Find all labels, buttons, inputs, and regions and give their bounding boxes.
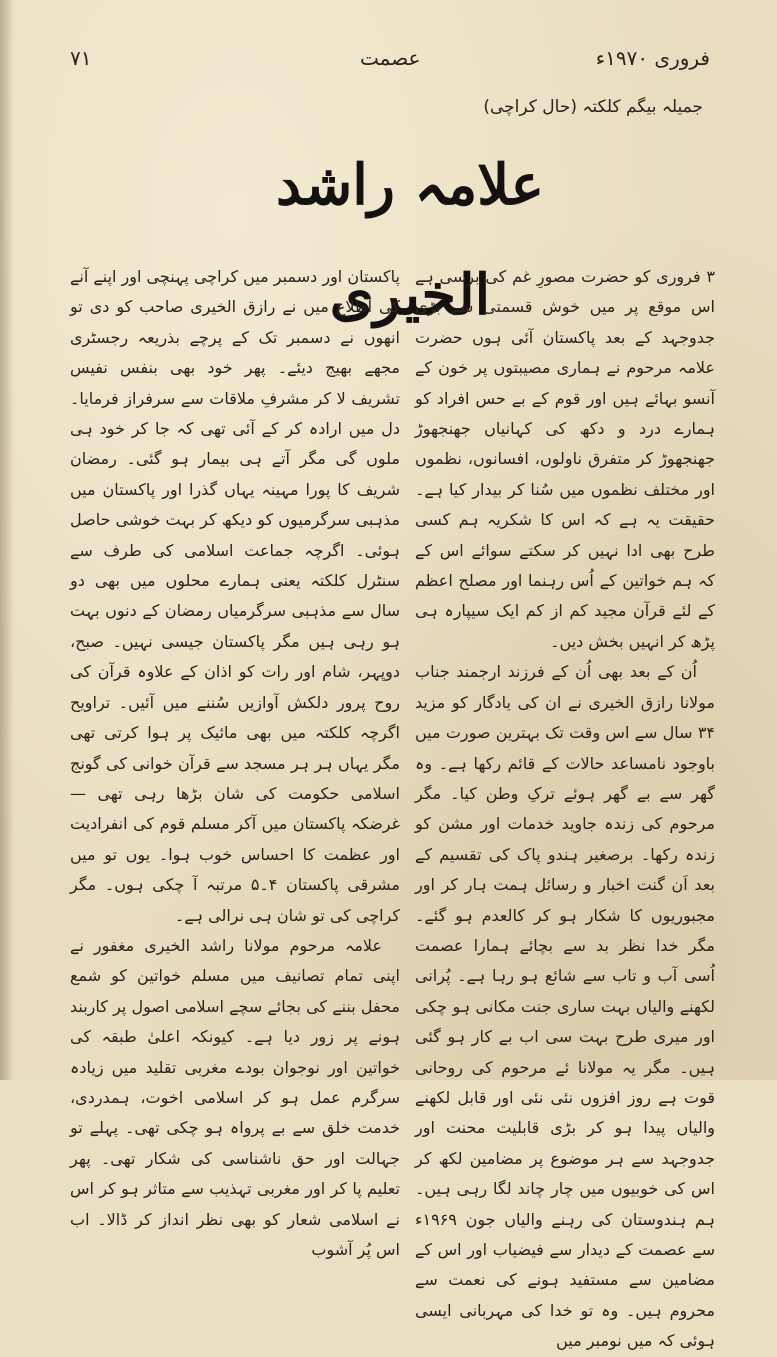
paragraph: اُن کے بعد بھی اُن کے فرزند ارجمند جناب مولانا رازق الخیری نے ان کی یادگار کو مزید ۳۴ سال سے اس وقت تک بہترین صورت میں باوجود نامساعد حالات کے قائم رکھا ہے۔ وہ گھر سے بے گھر ہوئے ترکِ وطن کیا۔ مگر مرحوم کی زندہ جاوید خدمات اور مشن کو زندہ رکھا۔ برصغیر ہندو پاک کی تقسیم کے بعد اَن گنت اخبار و رسائل ہمت ہار کر اور مجبوریوں کا شکار ہو کر کالعدم ہو گئے۔ مگر خدا نظر بد سے بچائے ہمارا عصمت اُسی آب و تاب سے شائع ہو رہا ہے۔ پُرانی لکھنے والیاں بہت ساری جنت مکانی ہو چکی اور میری طرح بہت سی اب بے کار ہو گئی ہیں۔ مگر یہ مولانا ئے مرحوم کی روحانی قوت ہے روز افزوں نئی نئی اور قابل لکھنے والیاں پیدا ہو کر بڑی قابلیت محنت اور جدوجہد سے ہر موضوع پر مضامین لکھ کر اس کی خوبیوں میں چار چاند لگا رہی ہیں۔ ہم ہندوستان کی رہنے والیاں جون ۱۹۶۹ء سے عصمت کے دیدار سے فیضیاب اور اس کے مضامین سے مستفید ہونے کی نعمت سے محروم ہیں۔ وہ تو خدا کی مہربانی ایسی ہوئی کہ میں نومبر میں	[415, 662, 715, 1351]
article-title: علامہ راشد الخیری	[275, 152, 545, 328]
paragraph: پاکستان اور دسمبر میں کراچی پہنچی اور اپنے آنے کی اطلاع میں نے رازق الخیری صاحب کو دی تو انھوں نے دسمبر تک کے پرچے بذریعہ رجسٹری مجھے بھیج دیئے۔ پھر خود بھی بنفس نفیس تشریف لا کر مشرفِ ملاقات سے سرفراز فرمایا۔ دل میں ارادہ کر کے آئی تھی کہ جا کر خود ہی ملوں گی مگر آتے ہی بیمار ہو گئی۔ رمضان شریف کا پورا مہینہ یہاں گذرا اور پاکستان میں مذہبی سرگرمیوں کو دیکھ کر بہت خوشی حاصل ہوئی۔ اگرچہ جماعت اسلامی کی طرف سے سنٹرل کلکتہ یعنی ہمارے محلوں میں بھی دو سال سے مذہبی سرگرمیاں رمضان کے دنوں بہت ہو رہی ہیں مگر پاکستان جیسی نہیں۔ صبح، دوپہر، شام اور رات کو اذان کے علاوہ قرآن کی روح پرور دلکش آوازیں سُننے میں آئیں۔ تراویح اگرچہ کلکتہ میں بھی مائیک پر ہوا کرتی تھی مگر یہاں ہر ہر مسجد سے قرآن خوانی کی گونج اسلامی حکومت کی شان بڑھا رہی تھی — غرضکہ پاکستان میں آکر مسلم قوم کی انفرادیت اور عظمت کا احساس خوب ہوا۔ یوں تو میں مشرقی پاکستان ۴۔۵ مرتبہ آ چکی ہوں۔ مگر کراچی کی تو شان ہی نرالی ہے۔	[70, 267, 400, 925]
paragraph: علامہ مرحوم مولانا راشد الخیری مغفور نے اپنی تمام تصانیف میں مسلم خواتین کو شمع محفل بننے کی بجائے سچے اسلامی اصول پر کاربند ہونے پر زور دیا ہے۔ کیونکہ اعلیٰ طبقہ کی خواتین اور نوجوان بودے مغربی تقلید میں زیادہ سرگرم عمل ہو کر اسلامی اخوت، ہمدردی، خدمت خلق سے بے پرواہ ہو چکی تھی۔ پہلے تو جہالت اور حق ناشناسی کی شکار تھی۔ پھر تعلیم پا کر اور مغربی تہذیب سے متاثر ہو کر اس نے اسلامی شعار کو بھی نظر انداز کر ڈالا۔ اب اس پُر آشوب	[70, 935, 400, 1259]
magazine-name: عصمت	[360, 46, 421, 70]
text-column-right	[415, 262, 715, 1357]
paragraph: ۳ فروری کو حضرت مصورِ غم کی برسی ہے اس موقع پر میں خوش قسمتی سے بڑی جدوجہد کے بعد پاکستان آئی ہوں حضرت علامہ مرحوم نے ہماری مصیبتوں پر خون کے آنسو بہائے ہیں اور قوم کے بے حس افراد کو ہمارے درد و دکھ کی کہانیاں جھنجھوڑ جھنجھوڑ کر متفرق ناولوں، افسانوں، نظموں اور مختلف نظموں میں سُنا کر بیدار کیا ہے۔ حقیقت یہ ہے کہ اس کا شکریہ ہم کسی طرح بھی ادا نہیں کر سکتے سوائے اس کے کہ ہم خواتین کے اُس رہنما اور مصلح اعظم کے لئے قرآن مجید کم از کم ایک سیپارہ ہی پڑھ کر انہیں بخش دیں۔	[415, 267, 715, 651]
running-header	[70, 40, 710, 80]
text-column-left	[70, 262, 400, 1265]
issue-date: فروری ۱۹۷۰ء	[595, 46, 710, 70]
page-edge-shadow	[0, 0, 14, 1080]
author-byline: جمیلہ بیگم کلکتہ (حال کراچی)	[483, 97, 703, 117]
page-number: ۷۱	[70, 46, 92, 70]
